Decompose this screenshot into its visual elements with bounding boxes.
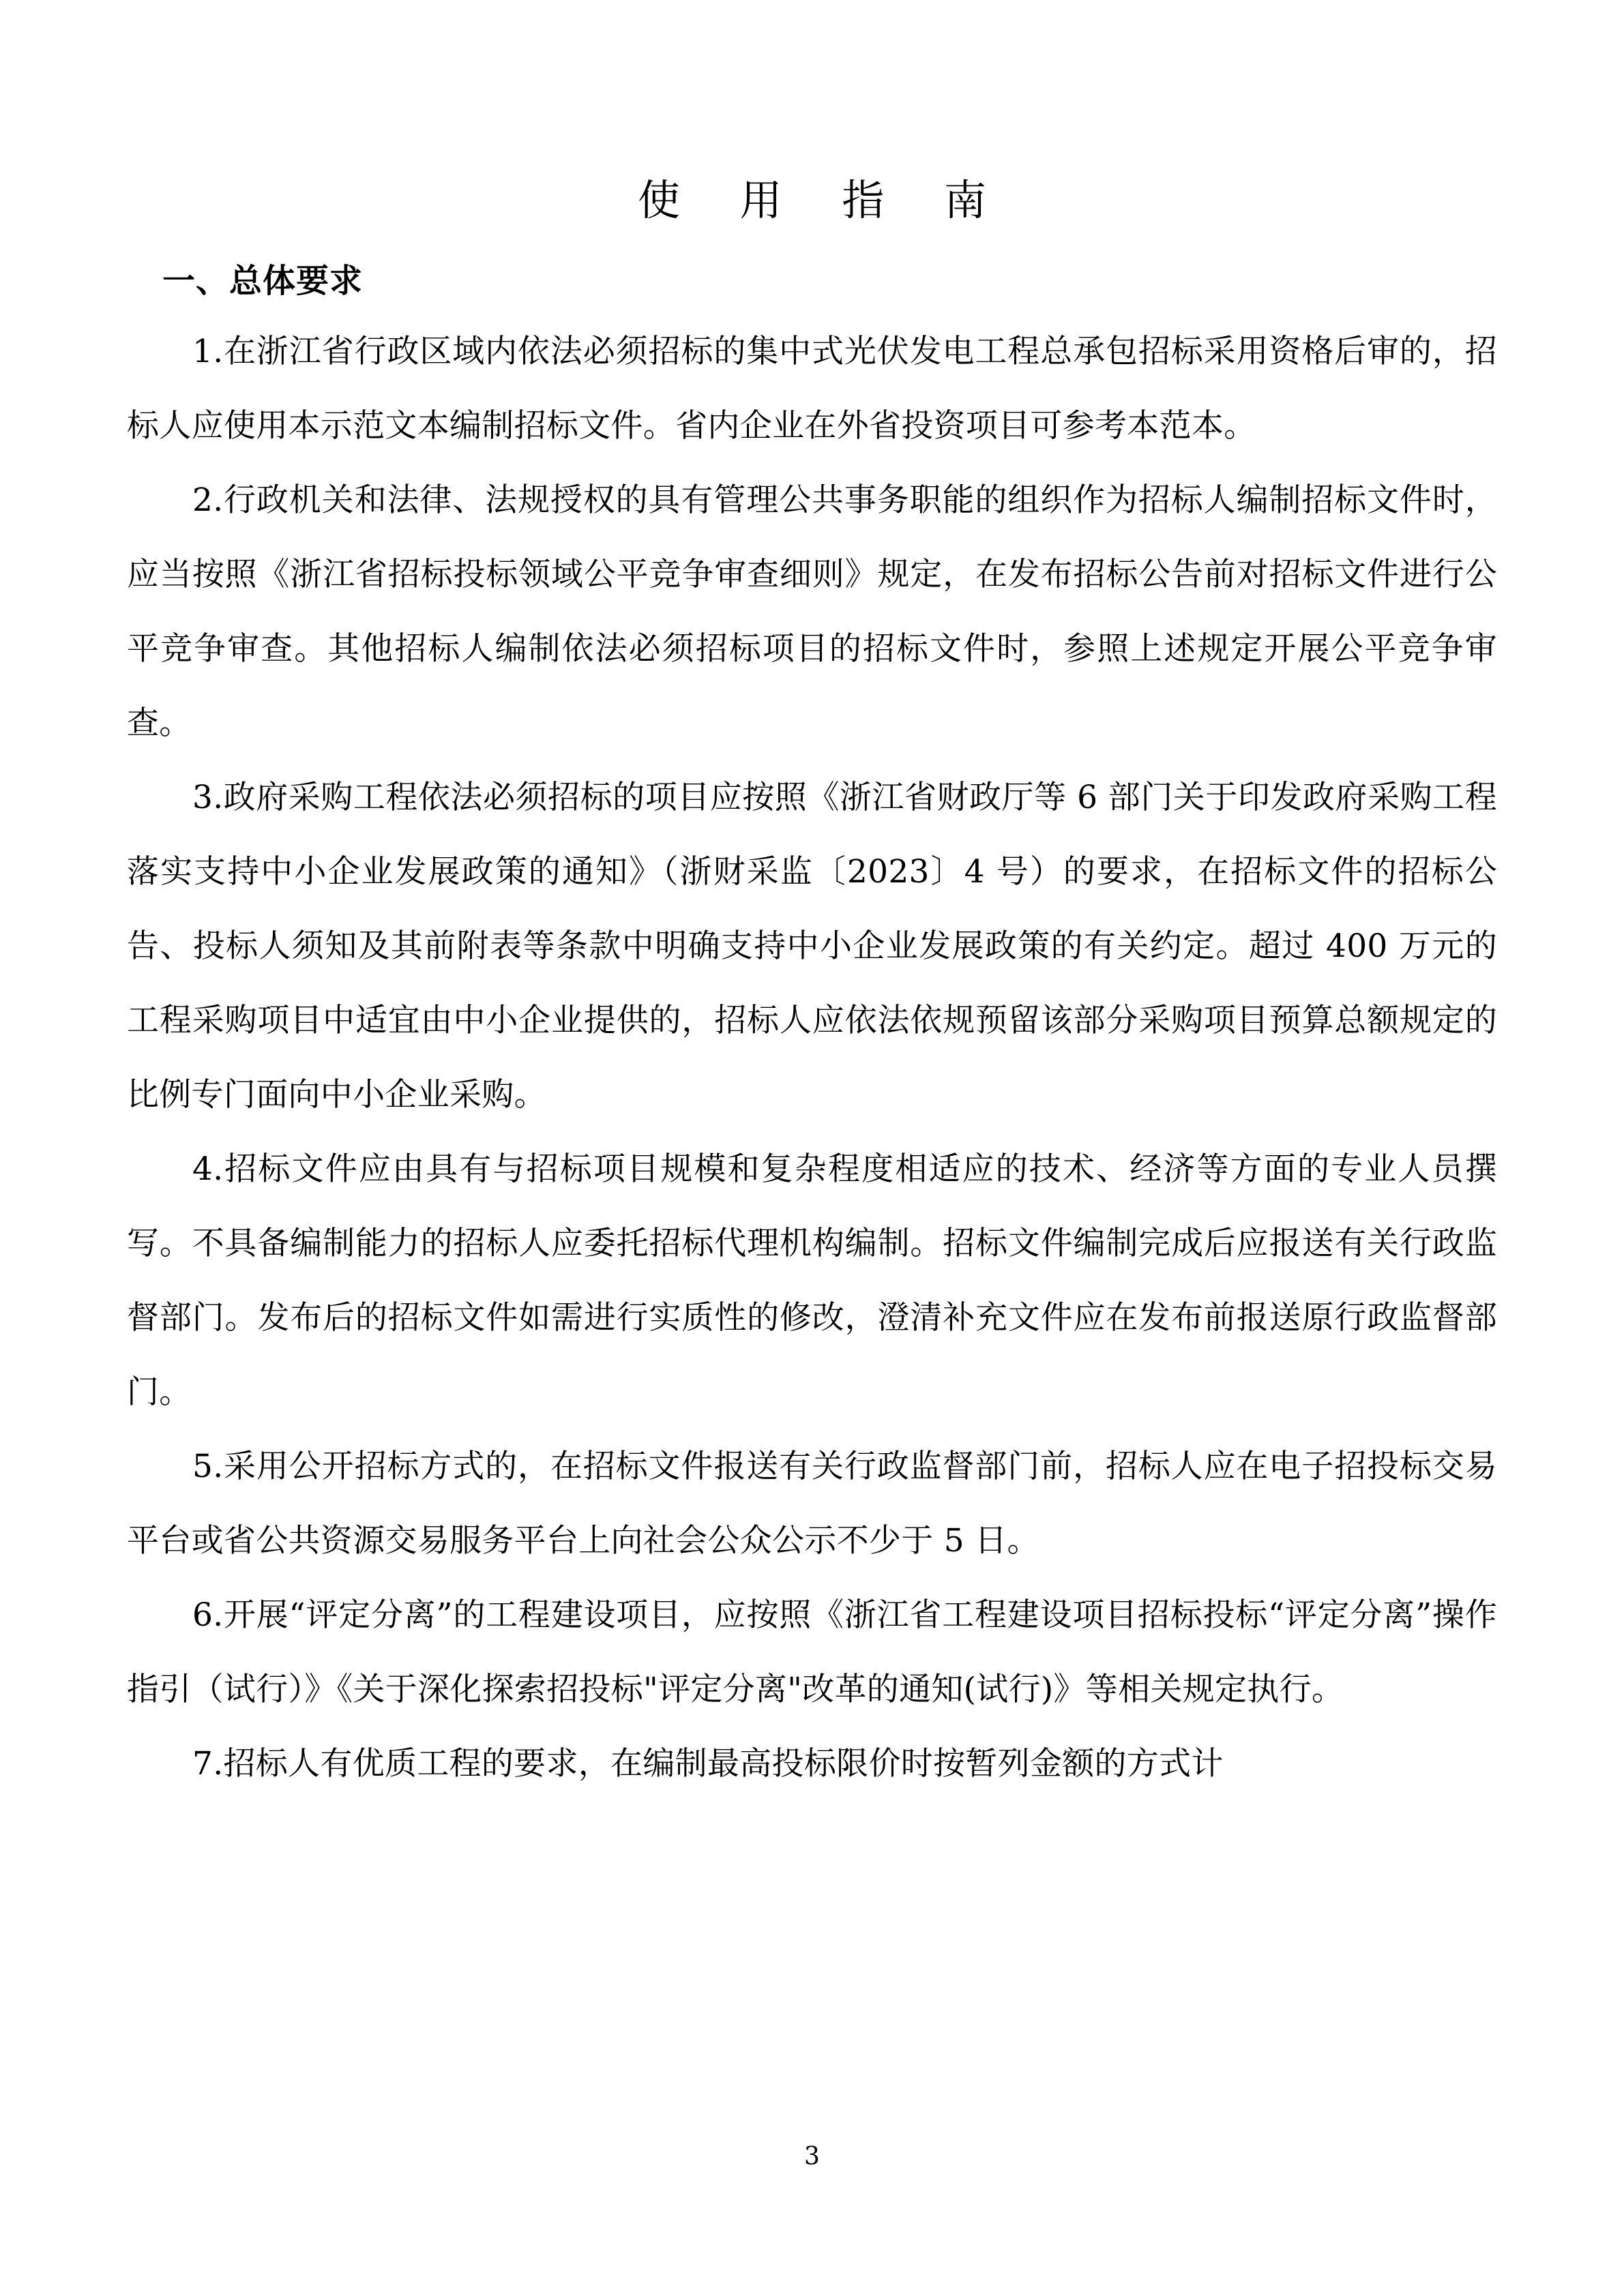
paragraph-item: 7.招标人有优质工程的要求，在编制最高投标限价时按暂列金额的方式计 xyxy=(192,1745,1224,1783)
paragraph-item: 5.采用公开招标方式的，在招标文件报送有关行政监督部门前，招标人应在电子招投标交易平台或省公共资源交易服务平台上向社会公众公示不少于 5 日。 xyxy=(127,1448,1497,1560)
paragraph-list xyxy=(127,305,1497,1801)
page-content xyxy=(127,0,1497,1801)
page-title: 使 用 指 南 xyxy=(637,175,1010,225)
paragraph-item: 3.政府采购工程依法必须招标的项目应按照《浙江省财政厅等 6 部门关于印发政府采购工程落实支持中小企业发展政策的通知》（浙财采监〔2023〕4 号）的要求，在招标文件的招标公告、投标人须知及其前附表等条款中明确支持中小企业发展政策的有关约定。超过 400 万元的工程采购项目中适宜由中小企业提供的，招标人应依法依规预留该部分采购项目预算总额规定的比例专门面向中小企业采购。 xyxy=(127,779,1497,1114)
section-heading-general-requirements: 一、总体要求 xyxy=(162,261,364,300)
paragraph-item: 2.行政机关和法律、法规授权的具有管理公共事务职能的组织作为招标人编制招标文件时，应当按照《浙江省招标投标领域公平竞争审查细则》规定，在发布招标公告前对招标文件进行公平竞争审查。其他招标人编制依法必须招标项目的招标文件时，参照上述规定开展公平竞争审查。 xyxy=(127,481,1497,743)
paragraph-item: 6.开展“评定分离”的工程建设项目，应按照《浙江省工程建设项目招标投标“评定分离”操作指引（试行）》《关于深化探索招投标"评定分离"改革的通知(试行)》等相关规定执行。 xyxy=(127,1596,1497,1709)
page-number: 3 xyxy=(804,2143,820,2171)
paragraph-item: 4.招标文件应由具有与招标项目规模和复杂程度相适应的技术、经济等方面的专业人员撰写。不具备编制能力的招标人应委托招标代理机构编制。招标文件编制完成后应报送有关行政监督部门。发布后的招标文件如需进行实质性的修改，澄清补充文件应在发布前报送原行政监督部门。 xyxy=(127,1150,1497,1412)
paragraph-item: 1.在浙江省行政区域内依法必须招标的集中式光伏发电工程总承包招标采用资格后审的，招标人应使用本示范文本编制招标文件。省内企业在外省投资项目可参考本范本。 xyxy=(127,333,1497,445)
